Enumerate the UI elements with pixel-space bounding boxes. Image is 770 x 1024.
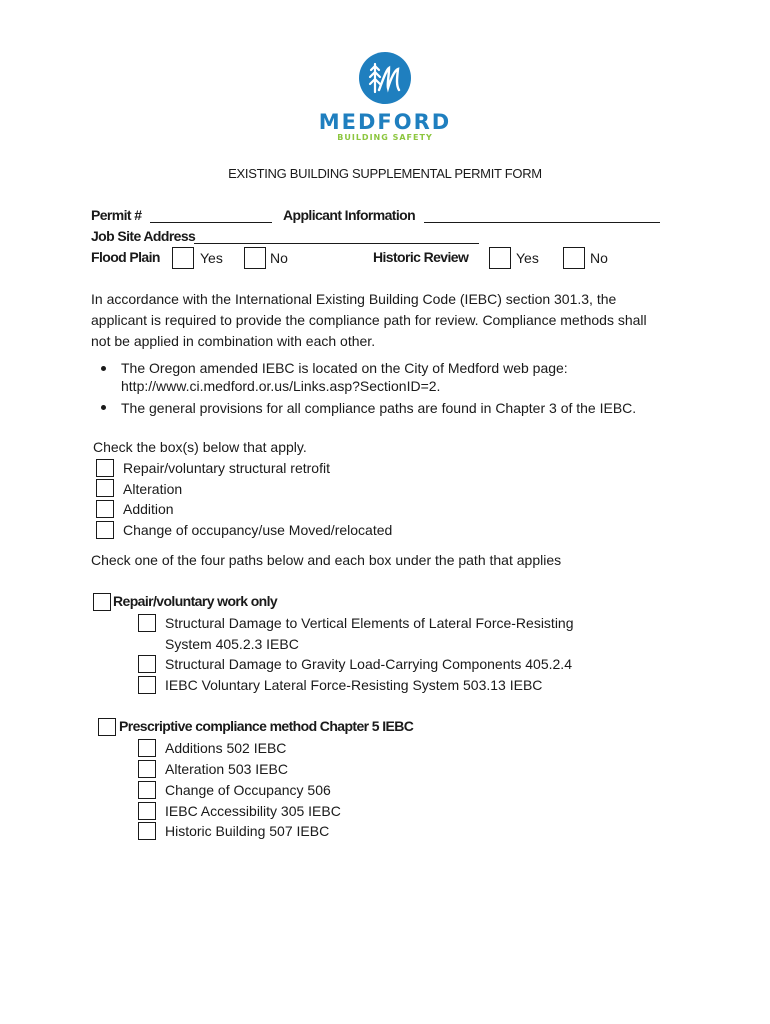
intro-line-1: In accordance with the International Existing Building Code (IEBC) section 301.3, the xyxy=(91,291,617,307)
intro-line-3: not be applied in combination with each other. xyxy=(91,333,376,349)
brand-subtitle: BUILDING SAFETY xyxy=(337,133,433,142)
flood-plain-yes-label: Yes xyxy=(200,250,223,266)
check-apply-item: Change of occupancy/use Moved/relocated xyxy=(123,522,393,538)
repair-item-1-line-1: Structural Damage to Vertical Elements of Lateral Force-Resisting xyxy=(165,615,574,631)
change-of-occupancy-checkbox[interactable] xyxy=(96,521,114,539)
applicant-label: Applicant Information xyxy=(283,207,416,223)
bullet-1-line-1: The Oregon amended IEBC is located on the City of Medford web page: xyxy=(121,360,568,376)
historic-review-label: Historic Review xyxy=(373,249,469,265)
check-apply-heading: Check the box(s) below that apply. xyxy=(93,439,307,455)
form-title: EXISTING BUILDING SUPPLEMENTAL PERMIT FORM xyxy=(228,166,542,181)
flood-plain-no-checkbox[interactable] xyxy=(244,247,266,269)
repair-item-checkbox[interactable] xyxy=(138,614,156,632)
permit-field[interactable] xyxy=(150,222,272,223)
repair-item-2: Structural Damage to Gravity Load-Carrying Components 405.2.4 xyxy=(165,656,572,672)
prescriptive-path-heading: Prescriptive compliance method Chapter 5 IEBC xyxy=(119,718,414,734)
check-apply-item: Repair/voluntary structural retrofit xyxy=(123,460,330,476)
prescriptive-item: Historic Building 507 IEBC xyxy=(165,823,330,839)
applicant-field[interactable] xyxy=(424,222,660,223)
flood-plain-yes-checkbox[interactable] xyxy=(172,247,194,269)
prescriptive-item: Change of Occupancy 506 xyxy=(165,782,331,798)
prescriptive-item-checkbox[interactable] xyxy=(138,822,156,840)
check-apply-item: Alteration xyxy=(123,481,183,497)
historic-review-no-checkbox[interactable] xyxy=(563,247,585,269)
prescriptive-item-checkbox[interactable] xyxy=(138,781,156,799)
bullet-icon xyxy=(101,366,106,371)
alteration-checkbox[interactable] xyxy=(96,479,114,497)
bullet-2: The general provisions for all compliance paths are found in Chapter 3 of the IEBC. xyxy=(121,400,637,416)
historic-review-no-label: No xyxy=(590,250,608,266)
bullet-1-line-2: http://www.ci.medford.or.us/Links.asp?SectionID=2. xyxy=(121,378,441,394)
repair-retrofit-checkbox[interactable] xyxy=(96,459,114,477)
prescriptive-item-checkbox[interactable] xyxy=(138,760,156,778)
bullet-icon xyxy=(101,405,106,410)
repair-item-1-line-2: System 405.2.3 IEBC xyxy=(165,636,299,652)
prescriptive-item-checkbox[interactable] xyxy=(138,739,156,757)
job-site-field[interactable] xyxy=(194,243,479,244)
addition-checkbox[interactable] xyxy=(96,500,114,518)
prescriptive-item: IEBC Accessibility 305 IEBC xyxy=(165,803,341,819)
paths-instruction: Check one of the four paths below and each box under the path that applies xyxy=(91,552,562,568)
prescriptive-item: Alteration 503 IEBC xyxy=(165,761,288,777)
repair-item-checkbox[interactable] xyxy=(138,655,156,673)
flood-plain-label: Flood Plain xyxy=(91,249,160,265)
check-apply-item: Addition xyxy=(123,501,174,517)
prescriptive-item-checkbox[interactable] xyxy=(138,802,156,820)
prescriptive-item: Additions 502 IEBC xyxy=(165,740,287,756)
flood-plain-no-label: No xyxy=(270,250,288,266)
permit-label: Permit # xyxy=(91,207,142,223)
intro-line-2: applicant is required to provide the compliance path for review. Compliance methods shall xyxy=(91,312,647,328)
repair-item-checkbox[interactable] xyxy=(138,676,156,694)
historic-review-yes-label: Yes xyxy=(516,250,539,266)
prescriptive-path-checkbox[interactable] xyxy=(98,718,116,736)
brand-name: MEDFORD xyxy=(318,110,452,134)
repair-path-heading: Repair/voluntary work only xyxy=(113,593,278,609)
historic-review-yes-checkbox[interactable] xyxy=(489,247,511,269)
job-site-label: Job Site Address xyxy=(91,228,196,244)
repair-item-3: IEBC Voluntary Lateral Force-Resisting System 503.13 IEBC xyxy=(165,677,543,693)
repair-path-checkbox[interactable] xyxy=(93,593,111,611)
tree-logo-icon xyxy=(359,52,411,104)
